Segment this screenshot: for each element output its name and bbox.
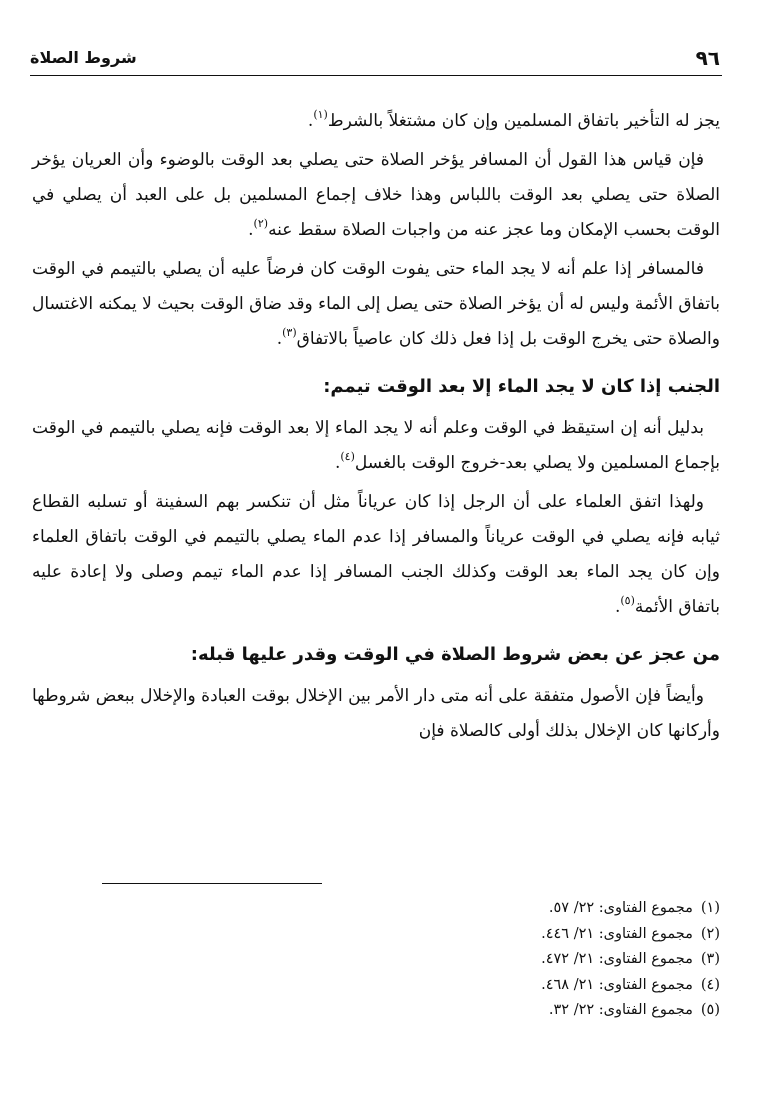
- page-header: [30, 46, 720, 70]
- footnote-ref: (١): [313, 108, 328, 121]
- footnote-ref: (٥): [620, 594, 635, 607]
- paragraph: بدليل أنه إن استيقظ في الوقت وعلم أنه لا يجد الماء إلا بعد الوقت فإنه يصلي بالتيمم في الوقت بإجماع المسلمين ولا يصلي بعد-خروج الوقت بالغسل$^{(٤)}$.: [32, 418, 720, 473]
- section-heading: من عجز عن بعض شروط الصلاة في الوقت وقدر عليها قبله:: [190, 644, 720, 665]
- footnote-ref: (٢): [253, 217, 269, 230]
- page-number: ٩٦: [695, 46, 720, 70]
- paragraph: يجز له التأخير باتفاق المسلمين وإن كان مشتغلاً بالشرط$^{(١)}$.: [307, 108, 720, 131]
- paragraph: فالمسافر إذا علم أنه لا يجد الماء حتى يفوت الوقت كان فرضاً عليه أن يصلي بالتيمم في الوقت باتفاق الأئمة وليس له أن يؤخر الصلاة حتى يصل إلى الماء وقد ضاق الوقت بحيث لا يمكنه الاغتسال والصلاة حتى يخرج الوقت بل إذا فعل ذلك كان عاصياً بالاتفاق$^{(٣)}$.: [32, 259, 720, 349]
- running-title: شروط الصلاة: [30, 48, 137, 67]
- footnote-item: (٣)مجموع الفتاوى: ٢١/ ٤٧٢.: [541, 951, 720, 967]
- main-text: [32, 104, 720, 753]
- footnote-ref: (٣): [282, 326, 297, 339]
- footnote-divider: [102, 883, 322, 884]
- header-divider: [30, 75, 722, 76]
- footnote-ref: (٤): [340, 450, 355, 463]
- paragraph: وأيضاً فإن الأصول متفقة على أنه متى دار الأمر بين الإخلال بوقت العبادة والإخلال ببعض شروطها وأركانها كان الإخلال بذلك أولى كالصلاة فإن: [32, 686, 720, 741]
- paragraph: فإن قياس هذا القول أن المسافر يؤخر الصلاة حتى يصلي بعد الوقت بالوضوء وأن العريان يؤخر الصلاة حتى يصلي بعد الوقت باللباس وهذا خلاف إجماع المسلمين بل على العبد أن يصلي في الوقت بحسب الإمكان وما عجز عنه من واجبات الصلاة سقط عنه$^{(٢)}$.: [32, 150, 720, 240]
- paragraph: ولهذا اتفق العلماء على أن الرجل إذا كان عرياناً مثل أن تنكسر بهم السفينة أو تسلبه القطاع ثيابه فإنه يصلي في الوقت عرياناً والمسافر إذا عدم الماء يصلي بالتيمم في الوقت باتفاق العلماء وإن كان يجد الماء بعد الوقت وكذلك الجنب المسافر إذا عدم الماء تيمم وصلى ولا إعادة عليه باتفاق الأئمة$^{(٥)}$.: [32, 492, 720, 617]
- footnote-item: (٤)مجموع الفتاوى: ٢١/ ٤٦٨.: [541, 976, 720, 993]
- section-heading: الجنب إذا كان لا يجد الماء إلا بعد الوقت تيمم:: [323, 376, 720, 397]
- footnote-item: (٥)مجموع الفتاوى: ٢٢/ ٣٢.: [548, 1002, 720, 1018]
- footnote-item: (١)مجموع الفتاوى: ٢٢/ ٥٧.: [548, 900, 720, 916]
- footnote-item: (٢)مجموع الفتاوى: ٢١/ ٤٤٦.: [541, 925, 720, 942]
- footnotes: [541, 896, 720, 1024]
